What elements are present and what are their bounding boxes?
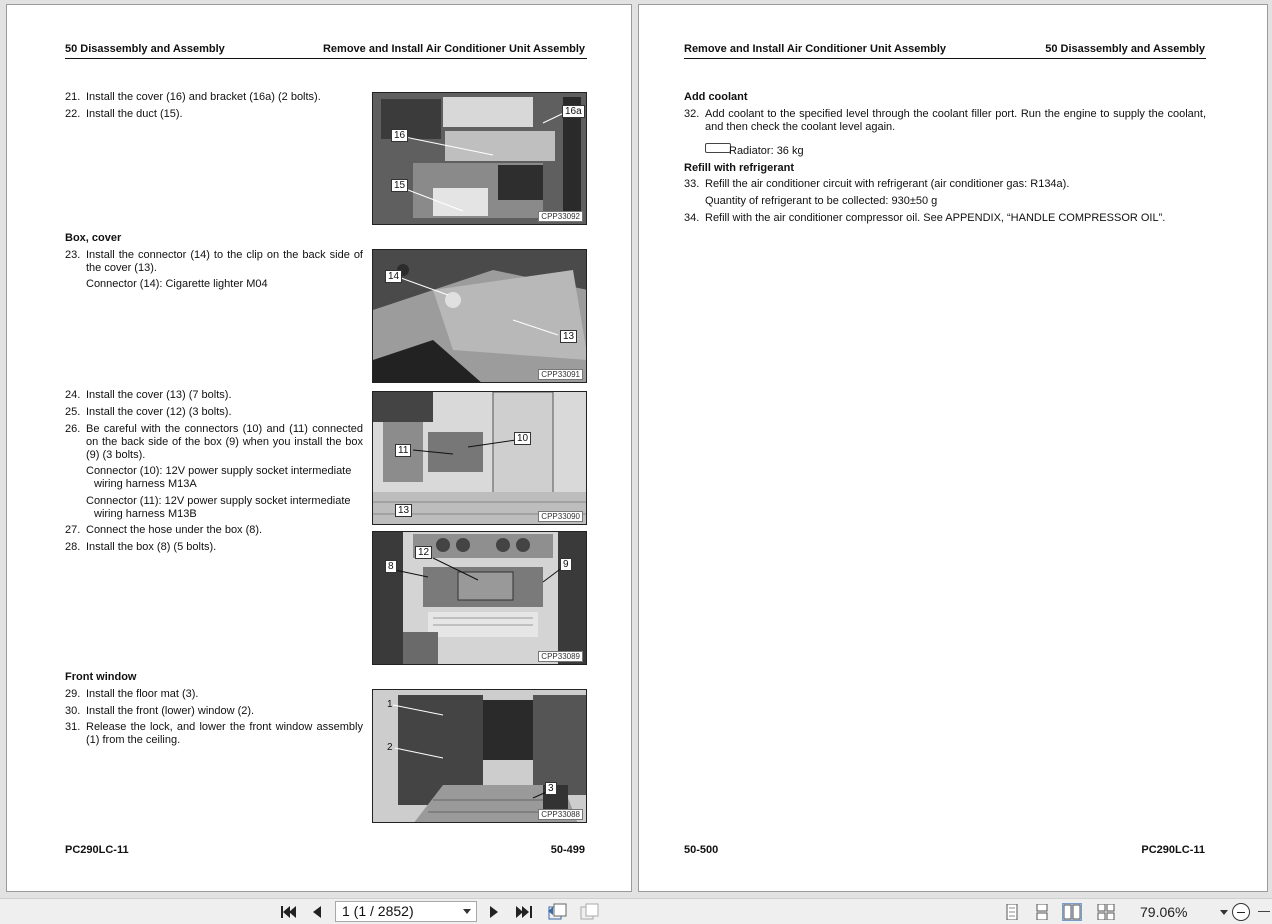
step-note: Quantity of refrigerant to be collected: 930±50 g <box>705 195 938 207</box>
figure-callout: 2 <box>387 742 393 753</box>
step-number: 26. <box>65 423 81 435</box>
step-item <box>65 406 363 419</box>
zoom-out-icon[interactable] <box>1232 903 1250 921</box>
step-item <box>684 212 1206 225</box>
figure-callout: 10 <box>514 432 531 445</box>
history-forward-icon[interactable] <box>578 902 600 922</box>
step-number: 24. <box>65 389 81 401</box>
step-number: 28. <box>65 541 81 553</box>
figure-callout: 15 <box>391 179 408 192</box>
figure-callout: 14 <box>385 270 402 283</box>
step-text: Install the cover (16) and bracket (16a) (2 bolts). <box>86 91 321 103</box>
step-text: Install the cover (13) (7 bolts). <box>86 389 232 401</box>
step-text: Install the duct (15). <box>86 108 183 120</box>
history-back-icon[interactable] <box>546 902 568 922</box>
step-item <box>65 524 363 537</box>
step-text: Connect the hose under the box (8). <box>86 524 263 536</box>
step-note: Connector (10): 12V power supply socket intermediate wiring harness M13A <box>86 465 352 490</box>
figure-code: CPP33091 <box>538 369 583 380</box>
previous-page-icon[interactable] <box>308 902 326 922</box>
step-item <box>65 108 363 121</box>
figure-callout: 16 <box>391 129 408 142</box>
zoom-level-field[interactable] <box>1140 902 1230 922</box>
page-footer-right: 50-499 <box>550 844 585 856</box>
step-number: 23. <box>65 249 81 261</box>
step-number: 21. <box>65 91 81 103</box>
facing-pages-view-icon[interactable] <box>1063 904 1081 920</box>
step-item <box>65 705 363 718</box>
figure-box-connectors <box>372 391 587 525</box>
step-item <box>65 389 363 402</box>
step-number: 30. <box>65 705 81 717</box>
step-number: 22. <box>65 108 81 120</box>
step-number: 34. <box>684 212 700 224</box>
figure-code: CPP33090 <box>538 511 583 522</box>
step-item <box>684 178 1206 191</box>
continuous-view-icon[interactable] <box>1033 904 1051 920</box>
step-text: Release the lock, and lower the front window assembly (1) from the ceiling. <box>86 721 363 746</box>
figure-illustration <box>373 532 587 665</box>
figure-callout: 11 <box>395 444 411 457</box>
figure-cover-connector <box>372 249 587 383</box>
step-item <box>65 541 363 554</box>
step-note: Connector (11): 12V power supply socket intermediate wiring harness M13B <box>86 495 351 520</box>
page-footer-left: 50-500 <box>684 844 719 856</box>
page-header-right: Remove and Install Air Conditioner Unit Assembly <box>322 43 585 55</box>
step-text: Add coolant to the specified level through the coolant filler port. Run the engine to supply the coolant, and then check the coolant level again. <box>705 108 1206 133</box>
figure-front-window <box>372 689 587 823</box>
figure-box-installation <box>372 531 587 665</box>
section-heading-refill-refrigerant: Refill with refrigerant <box>684 162 795 174</box>
step-number: 25. <box>65 406 81 418</box>
page-header-left: 50 Disassembly and Assembly <box>65 43 225 55</box>
section-heading-front-window: Front window <box>65 671 137 683</box>
last-page-icon[interactable] <box>513 902 535 922</box>
first-page-icon[interactable] <box>278 902 298 922</box>
step-text: Be careful with the connectors (10) and (11) connected on the back side of the box (9) when you install the box (9) (3 bolts). <box>86 423 363 461</box>
step-number: 27. <box>65 524 81 536</box>
step-item <box>65 249 363 275</box>
figure-callout: 13 <box>560 330 577 343</box>
step-number: 29. <box>65 688 81 700</box>
figure-illustration <box>373 250 587 383</box>
figure-callout: 3 <box>545 782 557 795</box>
figure-code: CPP33092 <box>538 211 583 222</box>
page-number-select[interactable] <box>335 901 477 922</box>
left-document-page <box>6 4 632 892</box>
zoom-dropdown-chevron-down-icon[interactable] <box>1220 910 1228 915</box>
page-footer-right: PC290LC-11 <box>1141 844 1205 856</box>
step-text: Install the connector (14) to the clip on the back side of the cover (13). <box>86 249 363 274</box>
step-item <box>65 91 363 104</box>
figure-callout: 13 <box>395 504 412 517</box>
section-heading-box-cover: Box, cover <box>65 232 122 244</box>
right-document-page <box>638 4 1268 892</box>
figure-callout: 8 <box>385 560 397 573</box>
next-page-icon[interactable] <box>485 902 503 922</box>
step-text: Install the front (lower) window (2). <box>86 705 255 717</box>
step-note: Connector (14): Cigarette lighter M04 <box>86 278 268 290</box>
step-item <box>684 108 1206 134</box>
navigation-toolbar <box>0 898 1272 924</box>
section-heading-add-coolant: Add coolant <box>684 91 748 103</box>
single-page-view-icon[interactable] <box>1003 904 1021 920</box>
step-text: Install the cover (12) (3 bolts). <box>86 406 232 418</box>
header-rule <box>65 58 587 59</box>
figure-code: CPP33089 <box>538 651 583 662</box>
figure-callout: 12 <box>415 546 432 559</box>
continuous-facing-view-icon[interactable] <box>1097 904 1115 920</box>
step-item <box>65 688 363 701</box>
figure-illustration <box>373 690 587 823</box>
figure-callout: 9 <box>560 558 572 571</box>
step-text: Refill the air conditioner circuit with refrigerant (air conditioner gas: R134a). <box>705 178 1070 190</box>
figure-illustration <box>373 93 587 225</box>
step-number: 32. <box>684 108 700 120</box>
page-indicator-text: 1 (1 / 2852) <box>342 903 414 919</box>
step-number: 31. <box>65 721 81 733</box>
step-item <box>65 423 363 462</box>
page-header-right: 50 Disassembly and Assembly <box>1045 43 1205 55</box>
step-text: Install the box (8) (5 bolts). <box>86 541 217 553</box>
zoom-level-text: 79.06% <box>1140 904 1188 920</box>
figure-code: CPP33088 <box>538 809 583 820</box>
step-text: Refill with the air conditioner compressor oil. See APPENDIX, “HANDLE COMPRESSOR OIL”. <box>705 212 1166 224</box>
figure-air-conditioner-duct <box>372 92 587 225</box>
page-footer-left: PC290LC-11 <box>65 844 129 856</box>
radiator-capacity-icon <box>705 143 731 153</box>
step-number: 33. <box>684 178 700 190</box>
zoom-slider-track[interactable] <box>1258 911 1270 912</box>
header-rule <box>684 58 1206 59</box>
step-item <box>65 721 363 747</box>
radiator-capacity-note: Radiator: 36 kg <box>729 145 804 157</box>
figure-callout: 16a <box>562 105 585 118</box>
figure-callout: 1 <box>387 699 393 710</box>
chevron-down-icon <box>463 909 471 914</box>
step-text: Install the floor mat (3). <box>86 688 199 700</box>
page-header-left: Remove and Install Air Conditioner Unit Assembly <box>684 43 947 55</box>
